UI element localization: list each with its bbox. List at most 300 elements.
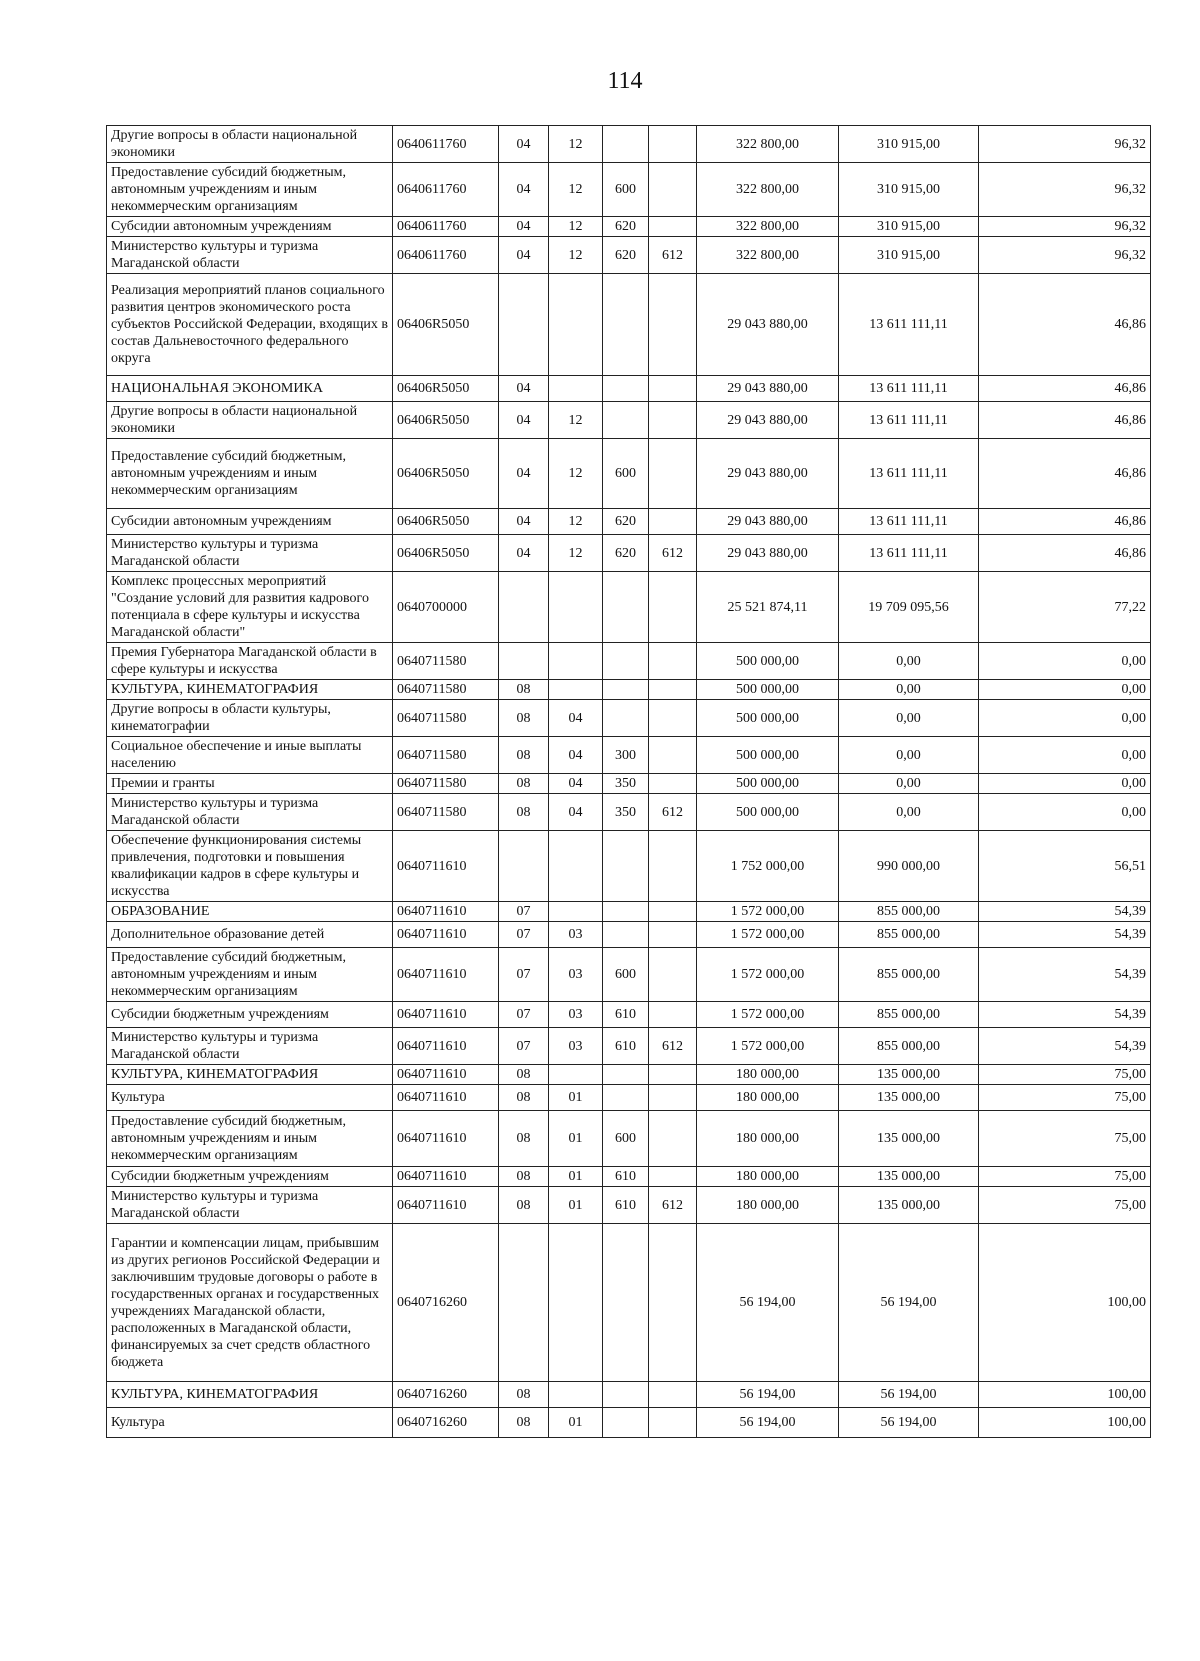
row-expense-type [603, 700, 649, 737]
row-code: 06406R5050 [393, 402, 499, 439]
row-fact: 13 611 111,11 [839, 402, 979, 439]
row-section: 08 [499, 1408, 549, 1438]
row-subsection: 04 [549, 737, 603, 774]
row-code: 0640711580 [393, 643, 499, 680]
row-fact: 0,00 [839, 700, 979, 737]
row-percent: 96,32 [979, 163, 1151, 217]
row-code: 06406R5050 [393, 439, 499, 509]
row-percent: 46,86 [979, 376, 1151, 402]
row-percent: 46,86 [979, 535, 1151, 572]
row-subsection [549, 572, 603, 643]
table-row [107, 1111, 1151, 1167]
row-grbs: 612 [649, 794, 697, 831]
row-code: 0640711610 [393, 902, 499, 922]
row-name: Предоставление субсидий бюджетным, автономным учреждениям и иным некоммерческим организациям [107, 1111, 393, 1167]
row-expense-type [603, 126, 649, 163]
row-subsection: 12 [549, 402, 603, 439]
row-name: Культура [107, 1408, 393, 1438]
row-section: 04 [499, 217, 549, 237]
row-expense-type [603, 902, 649, 922]
row-expense-type: 600 [603, 948, 649, 1002]
row-name: Премии и гранты [107, 774, 393, 794]
row-percent: 54,39 [979, 1002, 1151, 1028]
row-name: ОБРАЗОВАНИЕ [107, 902, 393, 922]
row-name: Комплекс процессных мероприятий "Создание условий для развития кадрового потенциала в сфере культуры и искусства Магаданской области" [107, 572, 393, 643]
row-name: Культура [107, 1085, 393, 1111]
table-row [107, 794, 1151, 831]
row-code: 0640611760 [393, 237, 499, 274]
row-name: Обеспечение функционирования системы привлечения, подготовки и повышения квалификации кадров в сфере культуры и искусства [107, 831, 393, 902]
row-plan: 322 800,00 [697, 217, 839, 237]
row-percent: 56,51 [979, 831, 1151, 902]
page-number: 114 [607, 68, 643, 94]
row-subsection [549, 643, 603, 680]
row-fact: 855 000,00 [839, 922, 979, 948]
row-plan: 1 752 000,00 [697, 831, 839, 902]
row-subsection [549, 1382, 603, 1408]
row-expense-type: 610 [603, 1167, 649, 1187]
row-code: 0640716260 [393, 1382, 499, 1408]
row-code: 0640611760 [393, 163, 499, 217]
row-subsection [549, 1224, 603, 1382]
row-fact: 0,00 [839, 794, 979, 831]
row-code: 0640711610 [393, 1028, 499, 1065]
table-row [107, 1167, 1151, 1187]
row-subsection: 01 [549, 1111, 603, 1167]
row-plan: 29 043 880,00 [697, 274, 839, 376]
row-percent: 77,22 [979, 572, 1151, 643]
row-code: 0640711580 [393, 774, 499, 794]
row-fact: 13 611 111,11 [839, 274, 979, 376]
row-fact: 0,00 [839, 737, 979, 774]
table-row [107, 1085, 1151, 1111]
row-expense-type: 620 [603, 535, 649, 572]
row-percent: 96,32 [979, 237, 1151, 274]
row-subsection [549, 831, 603, 902]
row-plan: 1 572 000,00 [697, 948, 839, 1002]
row-code: 0640611760 [393, 217, 499, 237]
row-subsection: 03 [549, 1028, 603, 1065]
row-name: Другие вопросы в области национальной экономики [107, 126, 393, 163]
row-grbs [649, 1167, 697, 1187]
row-section: 04 [499, 126, 549, 163]
row-plan: 322 800,00 [697, 126, 839, 163]
row-code: 0640700000 [393, 572, 499, 643]
row-plan: 1 572 000,00 [697, 922, 839, 948]
row-section: 08 [499, 1111, 549, 1167]
row-expense-type [603, 680, 649, 700]
row-section [499, 572, 549, 643]
row-expense-type: 600 [603, 163, 649, 217]
row-section: 04 [499, 237, 549, 274]
row-plan: 29 043 880,00 [697, 535, 839, 572]
row-section: 08 [499, 794, 549, 831]
table-row [107, 274, 1151, 376]
row-fact: 13 611 111,11 [839, 376, 979, 402]
row-grbs [649, 126, 697, 163]
row-percent: 96,32 [979, 217, 1151, 237]
row-section: 08 [499, 1167, 549, 1187]
table-row [107, 1408, 1151, 1438]
row-subsection: 12 [549, 509, 603, 535]
row-percent: 75,00 [979, 1167, 1151, 1187]
row-percent: 0,00 [979, 794, 1151, 831]
row-expense-type [603, 1408, 649, 1438]
row-code: 0640711610 [393, 948, 499, 1002]
row-expense-type: 610 [603, 1028, 649, 1065]
row-grbs [649, 402, 697, 439]
row-name: Министерство культуры и туризма Магаданской области [107, 1028, 393, 1065]
table-row [107, 700, 1151, 737]
row-subsection: 01 [549, 1085, 603, 1111]
row-section [499, 831, 549, 902]
row-section: 08 [499, 1382, 549, 1408]
row-grbs: 612 [649, 1187, 697, 1224]
row-section: 04 [499, 376, 549, 402]
row-expense-type: 600 [603, 439, 649, 509]
row-grbs [649, 737, 697, 774]
row-plan: 500 000,00 [697, 700, 839, 737]
row-code: 0640711580 [393, 794, 499, 831]
row-fact: 855 000,00 [839, 1028, 979, 1065]
table-row [107, 402, 1151, 439]
row-fact: 13 611 111,11 [839, 439, 979, 509]
row-fact: 135 000,00 [839, 1085, 979, 1111]
row-section [499, 643, 549, 680]
row-subsection: 01 [549, 1187, 603, 1224]
row-grbs [649, 217, 697, 237]
row-fact: 310 915,00 [839, 237, 979, 274]
row-fact: 135 000,00 [839, 1065, 979, 1085]
row-fact: 0,00 [839, 643, 979, 680]
row-grbs [649, 831, 697, 902]
row-percent: 96,32 [979, 126, 1151, 163]
row-subsection [549, 376, 603, 402]
row-name: Министерство культуры и туризма Магаданской области [107, 535, 393, 572]
row-percent: 75,00 [979, 1111, 1151, 1167]
row-expense-type: 600 [603, 1111, 649, 1167]
table-row [107, 217, 1151, 237]
row-code: 06406R5050 [393, 376, 499, 402]
row-grbs: 612 [649, 535, 697, 572]
row-plan: 500 000,00 [697, 680, 839, 700]
row-expense-type: 350 [603, 774, 649, 794]
table-row [107, 643, 1151, 680]
row-expense-type [603, 572, 649, 643]
row-plan: 29 043 880,00 [697, 376, 839, 402]
row-grbs [649, 1065, 697, 1085]
row-grbs: 612 [649, 1028, 697, 1065]
row-plan: 56 194,00 [697, 1382, 839, 1408]
row-code: 0640716260 [393, 1224, 499, 1382]
row-section: 07 [499, 1028, 549, 1065]
row-plan: 180 000,00 [697, 1167, 839, 1187]
row-grbs [649, 509, 697, 535]
row-section: 08 [499, 680, 549, 700]
row-code: 0640711610 [393, 1111, 499, 1167]
row-code: 06406R5050 [393, 274, 499, 376]
table-row [107, 439, 1151, 509]
row-grbs [649, 643, 697, 680]
table-row [107, 922, 1151, 948]
row-name: Министерство культуры и туризма Магаданской области [107, 1187, 393, 1224]
row-fact: 0,00 [839, 774, 979, 794]
row-grbs [649, 1382, 697, 1408]
row-code: 0640711610 [393, 1167, 499, 1187]
row-name: Реализация мероприятий планов социального развития центров экономического роста субъектов Российской Федерации, входящих в состав Дальневосточного федерального округа [107, 274, 393, 376]
row-subsection: 04 [549, 794, 603, 831]
row-percent: 54,39 [979, 1028, 1151, 1065]
row-percent: 0,00 [979, 774, 1151, 794]
row-fact: 855 000,00 [839, 948, 979, 1002]
row-section: 07 [499, 948, 549, 1002]
row-code: 0640711580 [393, 680, 499, 700]
row-fact: 13 611 111,11 [839, 509, 979, 535]
row-percent: 0,00 [979, 737, 1151, 774]
row-expense-type: 350 [603, 794, 649, 831]
row-expense-type: 610 [603, 1002, 649, 1028]
row-subsection [549, 1065, 603, 1085]
row-subsection: 04 [549, 700, 603, 737]
row-fact: 56 194,00 [839, 1408, 979, 1438]
row-fact: 855 000,00 [839, 902, 979, 922]
row-percent: 100,00 [979, 1382, 1151, 1408]
row-expense-type [603, 274, 649, 376]
row-subsection: 12 [549, 535, 603, 572]
table-row [107, 1187, 1151, 1224]
row-grbs: 612 [649, 237, 697, 274]
row-fact: 13 611 111,11 [839, 535, 979, 572]
row-plan: 180 000,00 [697, 1187, 839, 1224]
row-expense-type [603, 922, 649, 948]
row-percent: 0,00 [979, 700, 1151, 737]
row-fact: 310 915,00 [839, 217, 979, 237]
row-plan: 180 000,00 [697, 1111, 839, 1167]
table-row [107, 902, 1151, 922]
row-subsection: 03 [549, 948, 603, 1002]
row-grbs [649, 1111, 697, 1167]
row-code: 0640711580 [393, 700, 499, 737]
row-plan: 29 043 880,00 [697, 509, 839, 535]
row-fact: 19 709 095,56 [839, 572, 979, 643]
row-code: 06406R5050 [393, 509, 499, 535]
table-row [107, 737, 1151, 774]
row-name: Субсидии автономным учреждениям [107, 217, 393, 237]
table-row [107, 535, 1151, 572]
row-plan: 500 000,00 [697, 643, 839, 680]
row-fact: 310 915,00 [839, 126, 979, 163]
row-subsection: 01 [549, 1167, 603, 1187]
row-name: КУЛЬТУРА, КИНЕМАТОГРАФИЯ [107, 1065, 393, 1085]
row-expense-type [603, 376, 649, 402]
row-name: НАЦИОНАЛЬНАЯ ЭКОНОМИКА [107, 376, 393, 402]
table-row [107, 774, 1151, 794]
row-section: 04 [499, 163, 549, 217]
row-percent: 100,00 [979, 1224, 1151, 1382]
row-subsection [549, 274, 603, 376]
row-expense-type [603, 643, 649, 680]
row-plan: 1 572 000,00 [697, 902, 839, 922]
table-row [107, 509, 1151, 535]
row-subsection: 12 [549, 217, 603, 237]
row-plan: 1 572 000,00 [697, 1002, 839, 1028]
row-grbs [649, 948, 697, 1002]
row-section: 08 [499, 1085, 549, 1111]
row-section: 07 [499, 902, 549, 922]
table-row [107, 1002, 1151, 1028]
row-code: 0640711610 [393, 831, 499, 902]
row-name: КУЛЬТУРА, КИНЕМАТОГРАФИЯ [107, 1382, 393, 1408]
row-section: 08 [499, 774, 549, 794]
row-fact: 855 000,00 [839, 1002, 979, 1028]
row-expense-type: 620 [603, 509, 649, 535]
row-expense-type [603, 1224, 649, 1382]
row-percent: 46,86 [979, 509, 1151, 535]
row-name: Другие вопросы в области культуры, кинематографии [107, 700, 393, 737]
row-plan: 500 000,00 [697, 737, 839, 774]
row-section: 08 [499, 700, 549, 737]
row-percent: 75,00 [979, 1085, 1151, 1111]
row-section: 04 [499, 535, 549, 572]
row-expense-type: 620 [603, 217, 649, 237]
row-grbs [649, 700, 697, 737]
row-percent: 54,39 [979, 902, 1151, 922]
row-grbs [649, 376, 697, 402]
table-row [107, 831, 1151, 902]
row-name: Гарантии и компенсации лицам, прибывшим из других регионов Российской Федерации и заключившим трудовые договоры о работе в государственных органах и государственных учреждениях Магаданской области, расположенных в Магаданской области, финансируемых за счет средств областного бюджета [107, 1224, 393, 1382]
table-row [107, 1382, 1151, 1408]
row-code: 0640711610 [393, 1065, 499, 1085]
table-row [107, 163, 1151, 217]
row-name: Субсидии автономным учреждениям [107, 509, 393, 535]
row-name: Министерство культуры и туризма Магаданской области [107, 237, 393, 274]
row-code: 0640711610 [393, 1187, 499, 1224]
row-expense-type [603, 1382, 649, 1408]
row-percent: 0,00 [979, 680, 1151, 700]
budget-table [106, 125, 1151, 1438]
row-subsection [549, 680, 603, 700]
row-subsection: 03 [549, 1002, 603, 1028]
table-row [107, 1224, 1151, 1382]
row-grbs [649, 902, 697, 922]
row-plan: 1 572 000,00 [697, 1028, 839, 1065]
row-fact: 135 000,00 [839, 1167, 979, 1187]
row-grbs [649, 774, 697, 794]
row-plan: 180 000,00 [697, 1085, 839, 1111]
row-percent: 75,00 [979, 1065, 1151, 1085]
row-expense-type: 610 [603, 1187, 649, 1224]
row-name: Социальное обеспечение и иные выплаты населению [107, 737, 393, 774]
row-section [499, 1224, 549, 1382]
row-grbs [649, 439, 697, 509]
row-name: Дополнительное образование детей [107, 922, 393, 948]
row-expense-type: 300 [603, 737, 649, 774]
row-section: 08 [499, 1065, 549, 1085]
row-grbs [649, 680, 697, 700]
table-row [107, 680, 1151, 700]
row-name: Другие вопросы в области национальной экономики [107, 402, 393, 439]
row-fact: 56 194,00 [839, 1382, 979, 1408]
row-section: 07 [499, 1002, 549, 1028]
row-percent: 54,39 [979, 948, 1151, 1002]
row-name: Предоставление субсидий бюджетным, автономным учреждениям и иным некоммерческим организациям [107, 439, 393, 509]
row-section: 07 [499, 922, 549, 948]
row-name: Предоставление субсидий бюджетным, автономным учреждениям и иным некоммерческим организациям [107, 163, 393, 217]
row-plan: 29 043 880,00 [697, 402, 839, 439]
row-code: 0640711610 [393, 922, 499, 948]
table-row [107, 1028, 1151, 1065]
row-plan: 322 800,00 [697, 163, 839, 217]
row-plan: 180 000,00 [697, 1065, 839, 1085]
table-row [107, 572, 1151, 643]
row-plan: 500 000,00 [697, 794, 839, 831]
row-section: 04 [499, 509, 549, 535]
row-name: Министерство культуры и туризма Магаданской области [107, 794, 393, 831]
row-grbs [649, 274, 697, 376]
row-plan: 500 000,00 [697, 774, 839, 794]
row-expense-type [603, 1085, 649, 1111]
row-name: Субсидии бюджетным учреждениям [107, 1002, 393, 1028]
row-grbs [649, 922, 697, 948]
table-row [107, 948, 1151, 1002]
row-name: КУЛЬТУРА, КИНЕМАТОГРАФИЯ [107, 680, 393, 700]
budget-table-body [107, 126, 1151, 1438]
row-grbs [649, 1085, 697, 1111]
row-section: 04 [499, 402, 549, 439]
row-subsection: 04 [549, 774, 603, 794]
row-code: 0640716260 [393, 1408, 499, 1438]
row-fact: 310 915,00 [839, 163, 979, 217]
row-subsection: 03 [549, 922, 603, 948]
row-expense-type: 620 [603, 237, 649, 274]
row-code: 0640711610 [393, 1002, 499, 1028]
row-plan: 25 521 874,11 [697, 572, 839, 643]
row-fact: 135 000,00 [839, 1111, 979, 1167]
row-code: 0640711610 [393, 1085, 499, 1111]
row-percent: 75,00 [979, 1187, 1151, 1224]
row-section: 08 [499, 1187, 549, 1224]
row-grbs [649, 1002, 697, 1028]
row-plan: 322 800,00 [697, 237, 839, 274]
row-percent: 54,39 [979, 922, 1151, 948]
row-plan: 56 194,00 [697, 1224, 839, 1382]
table-row [107, 126, 1151, 163]
row-fact: 56 194,00 [839, 1224, 979, 1382]
row-subsection: 12 [549, 439, 603, 509]
row-subsection [549, 902, 603, 922]
row-code: 06406R5050 [393, 535, 499, 572]
row-subsection: 01 [549, 1408, 603, 1438]
row-section [499, 274, 549, 376]
row-fact: 990 000,00 [839, 831, 979, 902]
row-name: Субсидии бюджетным учреждениям [107, 1167, 393, 1187]
row-subsection: 12 [549, 163, 603, 217]
row-expense-type [603, 831, 649, 902]
table-row [107, 376, 1151, 402]
row-plan: 29 043 880,00 [697, 439, 839, 509]
row-subsection: 12 [549, 237, 603, 274]
row-grbs [649, 572, 697, 643]
row-percent: 46,86 [979, 274, 1151, 376]
row-expense-type [603, 402, 649, 439]
row-code: 0640711580 [393, 737, 499, 774]
row-grbs [649, 1408, 697, 1438]
table-row [107, 237, 1151, 274]
row-percent: 46,86 [979, 439, 1151, 509]
row-grbs [649, 163, 697, 217]
row-name: Предоставление субсидий бюджетным, автономным учреждениям и иным некоммерческим организациям [107, 948, 393, 1002]
row-grbs [649, 1224, 697, 1382]
